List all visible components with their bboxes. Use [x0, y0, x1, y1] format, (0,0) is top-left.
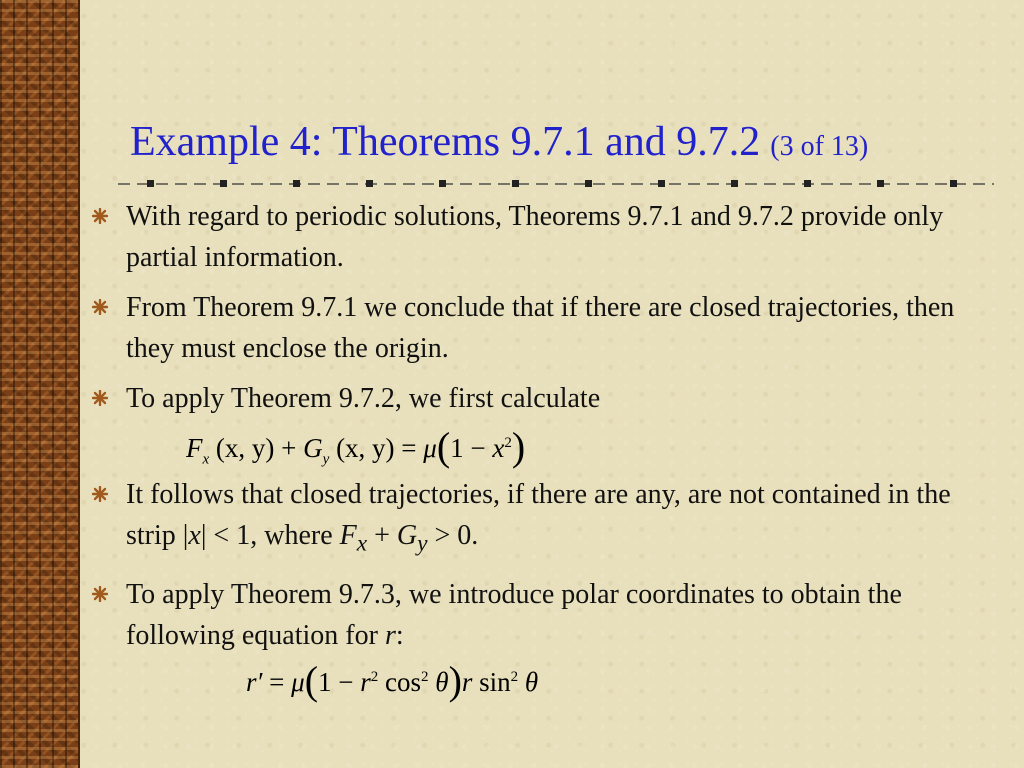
inline-F: F — [339, 520, 357, 551]
eq1-exp: 2 — [504, 435, 512, 451]
title-divider — [118, 177, 994, 191]
star-asterisk-icon — [92, 390, 108, 406]
eq1-args2: (x, y) — [336, 433, 395, 463]
eq1-G-sub: y — [322, 451, 330, 468]
eq1-mu: μ — [423, 433, 437, 463]
eq2-rprime: r′ — [246, 667, 263, 697]
eq2-theta: θ — [428, 667, 449, 697]
bullet-text: It follows that closed trajectories, if there are any, are not contained in the strip | — [126, 479, 951, 551]
bullet-text-after: : — [395, 619, 404, 651]
eq1-F: F — [186, 433, 203, 463]
star-asterisk-icon — [92, 486, 108, 502]
star-asterisk-icon — [92, 299, 108, 315]
equation-divergence — [186, 420, 526, 469]
title-subtext: (3 of 13) — [770, 131, 869, 162]
bullet-text: From Theorem 9.7.1 we conclude that if there are closed trajectories, then they must enclose the origin. — [126, 292, 955, 364]
bullet-text: To apply Theorem 9.7.3, we introduce polar coordinates to obtain the following equation for — [126, 578, 902, 651]
inline-plus: + — [367, 520, 397, 551]
list-item — [92, 574, 992, 656]
eq2-r2: r — [461, 667, 473, 697]
list-item — [92, 287, 992, 369]
eq2-lparen: ( — [304, 658, 319, 703]
eq1-equals: = — [394, 433, 424, 463]
title-text: Example 4: Theorems 9.7.1 and 9.7.2 — [130, 119, 761, 165]
eq1-lparen: ( — [436, 424, 451, 469]
eq2-one-minus: 1 − — [318, 667, 361, 697]
eq2-exp-sin: 2 — [510, 669, 519, 685]
eq2-sin: sin — [472, 667, 511, 697]
inline-F-sub: x — [356, 530, 368, 557]
bullet-text: To apply Theorem 9.7.2, we first calculate — [126, 383, 601, 414]
eq2-exp-cos: 2 — [421, 669, 429, 685]
eq2-theta2: θ — [518, 667, 539, 697]
decorative-side-bar — [0, 0, 80, 768]
eq2-equals: = — [262, 667, 292, 697]
eq1-rparen: ) — [511, 424, 526, 469]
eq1-F-sub: x — [202, 451, 210, 468]
inline-G: G — [396, 520, 418, 551]
eq1-one-minus: 1 − — [450, 433, 493, 463]
inline-r: r — [384, 619, 396, 651]
list-item — [92, 474, 992, 565]
bullet-text: With regard to periodic solutions, Theorems 9.7.1 and 9.7.2 provide only partial information. — [126, 201, 944, 273]
list-item — [92, 196, 992, 278]
eq1-G: G — [303, 433, 323, 463]
star-asterisk-icon — [92, 586, 108, 602]
list-item — [92, 378, 992, 419]
eq2-r: r — [360, 667, 371, 697]
bullet-text-after: > 0. — [427, 520, 479, 551]
eq2-mu: μ — [291, 667, 305, 697]
eq1-args1: (x, y) — [215, 433, 275, 463]
eq2-rparen: ) — [448, 658, 462, 703]
equation-polar — [246, 654, 539, 703]
eq1-plus: + — [274, 433, 304, 463]
eq2-cos: cos — [378, 667, 422, 697]
star-asterisk-icon — [92, 208, 108, 224]
bullet-text-mid: | < 1, where — [200, 520, 340, 551]
inline-x: x — [188, 520, 201, 551]
eq1-x: x — [492, 433, 505, 463]
inline-G-sub: y — [417, 530, 428, 557]
eq2-exp-r: 2 — [370, 669, 379, 685]
slide-title — [130, 118, 868, 166]
